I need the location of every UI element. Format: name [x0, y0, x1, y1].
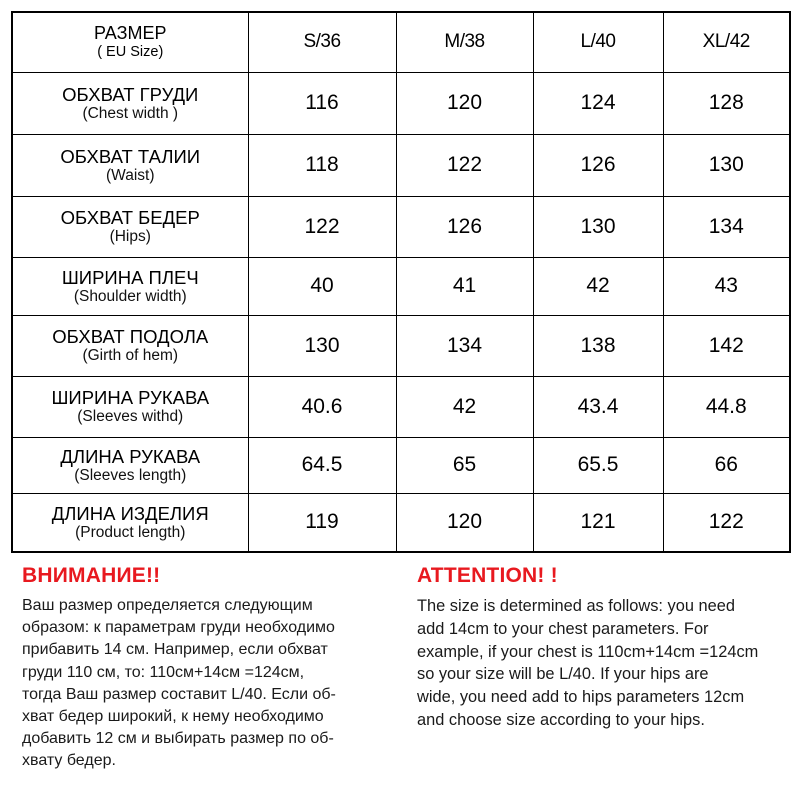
- row-label-ru: ОБХВАТ ПОДОЛА: [52, 326, 209, 347]
- row-label-cell: [12, 72, 248, 134]
- measurement-value: 130: [248, 315, 396, 376]
- measurement-value: 40: [248, 257, 396, 315]
- row-label-ru: ШИРИНА РУКАВА: [51, 387, 210, 408]
- measurement-value: 134: [396, 315, 533, 376]
- measurement-value: 116: [248, 72, 396, 134]
- measurement-value: 134: [663, 196, 790, 257]
- row-label-en: (Waist): [106, 166, 155, 184]
- size-header-label-cell: [12, 12, 248, 72]
- note-english: [417, 563, 800, 732]
- measurement-value: 126: [533, 134, 663, 196]
- size-column-header: XL/42: [663, 12, 790, 72]
- attention-title-ru: ВНИМАНИЕ!!: [22, 564, 161, 587]
- row-label-en: (Chest width ): [82, 104, 179, 122]
- row-label-ru: ДЛИНА РУКАВА: [60, 445, 201, 467]
- measurement-value: 120: [396, 72, 533, 134]
- size-header-label-ru: РАЗМЕР: [94, 23, 167, 44]
- measurement-value: 41: [396, 257, 533, 315]
- table-row: [12, 315, 790, 376]
- note-line: add 14cm to your chest parameters. For: [417, 619, 709, 638]
- note-line: The size is determined as follows: you need: [417, 597, 735, 615]
- size-chart-table: [11, 11, 791, 553]
- row-label-cell: [12, 315, 248, 376]
- measurement-value: 43.4: [533, 376, 663, 437]
- measurement-value: 128: [663, 72, 790, 134]
- row-label-en: (Product length): [75, 523, 186, 541]
- size-header-row: [12, 12, 790, 72]
- table-row: [12, 72, 790, 134]
- measurement-value: 122: [396, 134, 533, 196]
- measurement-value: 138: [533, 315, 663, 376]
- measurement-value: 142: [663, 315, 790, 376]
- row-label-cell: [12, 376, 248, 437]
- row-label-en: (Shoulder width): [73, 287, 187, 305]
- note-line: груди 110 см, то: 110см+14см =124см,: [22, 663, 305, 681]
- measurement-value: 42: [533, 257, 663, 315]
- measurement-value: 126: [396, 196, 533, 257]
- row-label-ru: ДЛИНА ИЗДЕЛИЯ: [51, 502, 209, 524]
- measurement-value: 119: [248, 493, 396, 552]
- measurement-value: 40.6: [248, 376, 396, 437]
- note-line: хвату бедер.: [22, 752, 116, 770]
- measurement-value: 118: [248, 134, 396, 196]
- note-line: прибавить 14 см. Например, если обхват: [22, 641, 328, 659]
- size-notes: [0, 563, 800, 800]
- note-line: example, if your chest is 110cm+14cm =124cm: [417, 642, 759, 661]
- table-row: [12, 493, 790, 552]
- row-label-cell: [12, 437, 248, 493]
- row-label-ru: ОБХВАТ ГРУДИ: [62, 83, 199, 105]
- row-label-cell: [12, 257, 248, 315]
- size-header-label-en: ( EU Size): [97, 44, 164, 61]
- table-row: [12, 257, 790, 315]
- note-russian: [22, 563, 412, 773]
- note-line: добавить 12 см и выбирать размер по об-: [22, 730, 334, 748]
- measurement-value: 124: [533, 72, 663, 134]
- row-label-cell: [12, 134, 248, 196]
- measurement-value: 121: [533, 493, 663, 552]
- note-line: so your size will be L/40. If your hips are: [417, 665, 709, 684]
- size-column-header: S/36: [248, 12, 396, 72]
- row-label-en: (Sleeves withd): [77, 408, 184, 425]
- measurement-value: 66: [663, 437, 790, 493]
- table-row: [12, 134, 790, 196]
- row-label-en: (Girth of hem): [82, 347, 179, 364]
- table-row: [12, 196, 790, 257]
- note-line: wide, you need add to hips parameters 12cm: [417, 688, 745, 707]
- note-line: образом: к параметрам груди необходимо: [22, 619, 335, 637]
- table-row: [12, 437, 790, 493]
- note-line: хват бедер широкий, к нему необходимо: [22, 708, 324, 726]
- row-label-ru: ОБХВАТ ТАЛИИ: [60, 145, 201, 167]
- measurement-value: 64.5: [248, 437, 396, 493]
- table-row: [12, 376, 790, 437]
- row-label-ru: ШИРИНА ПЛЕЧ: [61, 266, 199, 288]
- row-label-ru: ОБХВАТ БЕДЕР: [60, 207, 200, 228]
- row-label-en: (Hips): [109, 228, 151, 245]
- measurement-value: 130: [663, 134, 790, 196]
- measurement-value: 65: [396, 437, 533, 493]
- size-column-header: L/40: [533, 12, 663, 72]
- measurement-value: 122: [663, 493, 790, 552]
- measurement-value: 44.8: [663, 376, 790, 437]
- note-line: Ваш размер определяется следующим: [22, 597, 313, 614]
- note-body-en: [417, 595, 800, 732]
- measurement-value: 130: [533, 196, 663, 257]
- measurement-value: 43: [663, 257, 790, 315]
- measurement-value: 65.5: [533, 437, 663, 493]
- row-label-en: (Sleeves length): [74, 466, 187, 484]
- note-line: тогда Ваш размер составит L/40. Если об-: [22, 685, 336, 703]
- attention-title-en: ATTENTION! !: [417, 564, 558, 587]
- note-line: and choose size according to your hips.: [417, 710, 705, 729]
- row-label-cell: [12, 196, 248, 257]
- measurement-value: 42: [396, 376, 533, 437]
- measurement-value: 122: [248, 196, 396, 257]
- measurement-value: 120: [396, 493, 533, 552]
- size-column-header: M/38: [396, 12, 533, 72]
- row-label-cell: [12, 493, 248, 552]
- note-body-ru: [22, 595, 412, 773]
